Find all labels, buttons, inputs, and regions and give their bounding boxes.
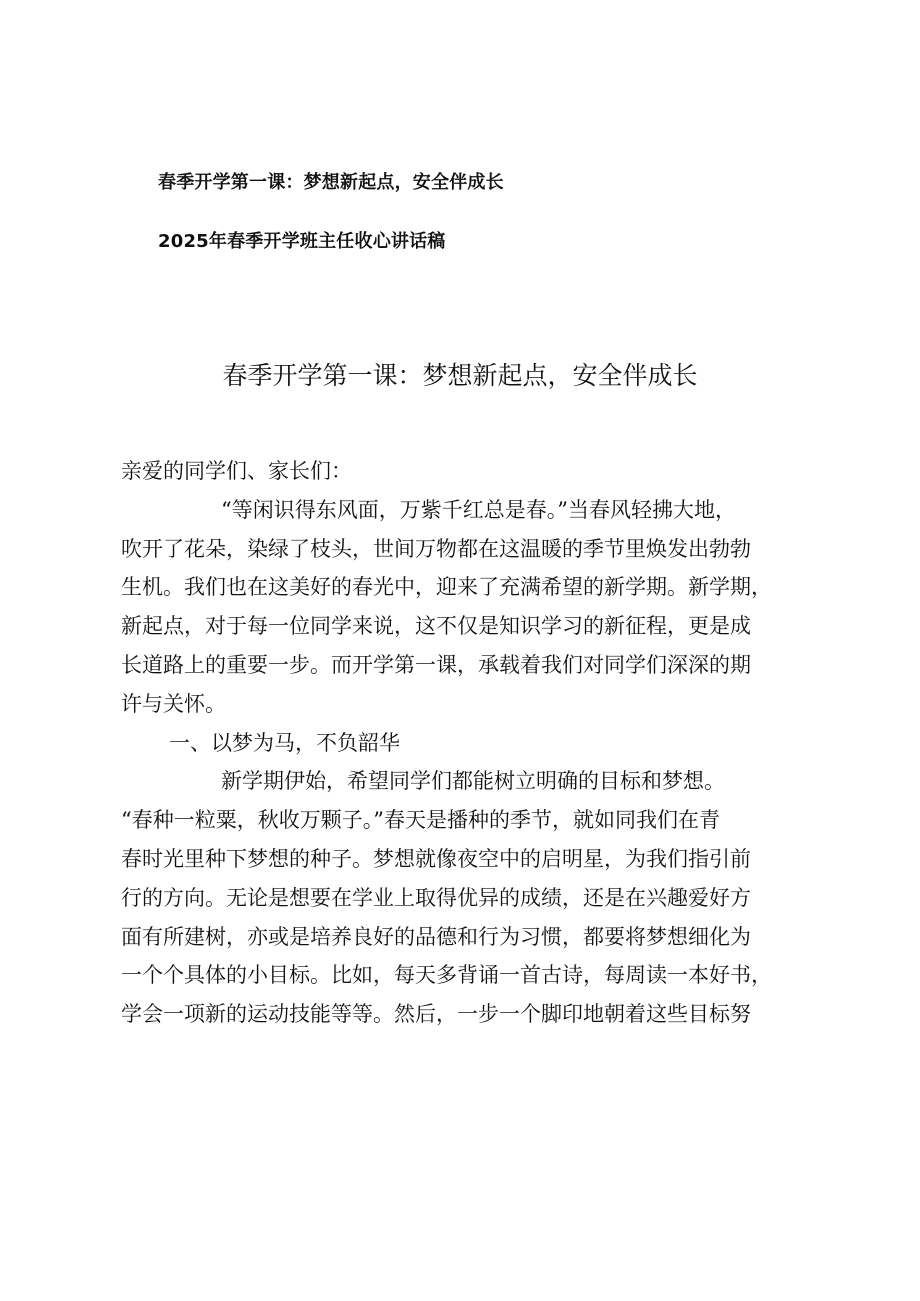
paragraph-line: 新起点，对于每一位同学来说，这不仅是知识学习的新征程，更是成 [121,614,751,639]
toc-item-1: 春季开学第一课：梦想新起点，安全伴成长 [158,172,504,193]
document-body [121,452,821,1034]
paragraph-line: 吹开了花朵，染绿了枝头，世间万物都在这温暖的季节里焕发出勃勃 [121,536,751,561]
document-title: 春季开学第一课：梦想新起点，安全伴成长 [222,361,698,390]
paragraph-line: 生机。我们也在这美好的春光中，迎来了充满希望的新学期。新学期， [121,575,772,600]
paragraph-line: 学会一项新的运动技能等等。然后，一步一个脚印地朝着这些目标努 [121,1002,751,1027]
paragraph-line: 许与关怀。 [121,691,226,716]
paragraph-line: “等闲识得东风面，万紫千红总是春。”当春风轻拂大地， [221,497,736,522]
toc-item-2: 2025年春季开学班主任收心讲话稿 [158,231,446,252]
paragraph-line: 面有所建树，亦或是培养良好的品德和行为习惯，都要将梦想细化为 [121,924,751,949]
paragraph-line: 一个个具体的小目标。比如，每天多背诵一首古诗，每周读一本好书， [121,963,772,988]
greeting: 亲爱的同学们、家长们： [121,459,352,483]
paragraph-line: 长道路上的重要一步。而开学第一课，承载着我们对同学们深深的期 [121,652,751,677]
paragraph-line: 行的方向。无论是想要在学业上取得优异的成绩，还是在兴趣爱好方 [121,885,751,910]
paragraph-line: “春种一粒粟，秋收万颗子。”春天是播种的季节，就如同我们在青 [121,808,720,833]
paragraph-line: 春时光里种下梦想的种子。梦想就像夜空中的启明星，为我们指引前 [121,846,751,871]
paragraph-line: 新学期伊始，希望同学们都能树立明确的目标和梦想。 [221,769,725,794]
section-heading: 一、以梦为马，不负韶华 [169,730,400,755]
